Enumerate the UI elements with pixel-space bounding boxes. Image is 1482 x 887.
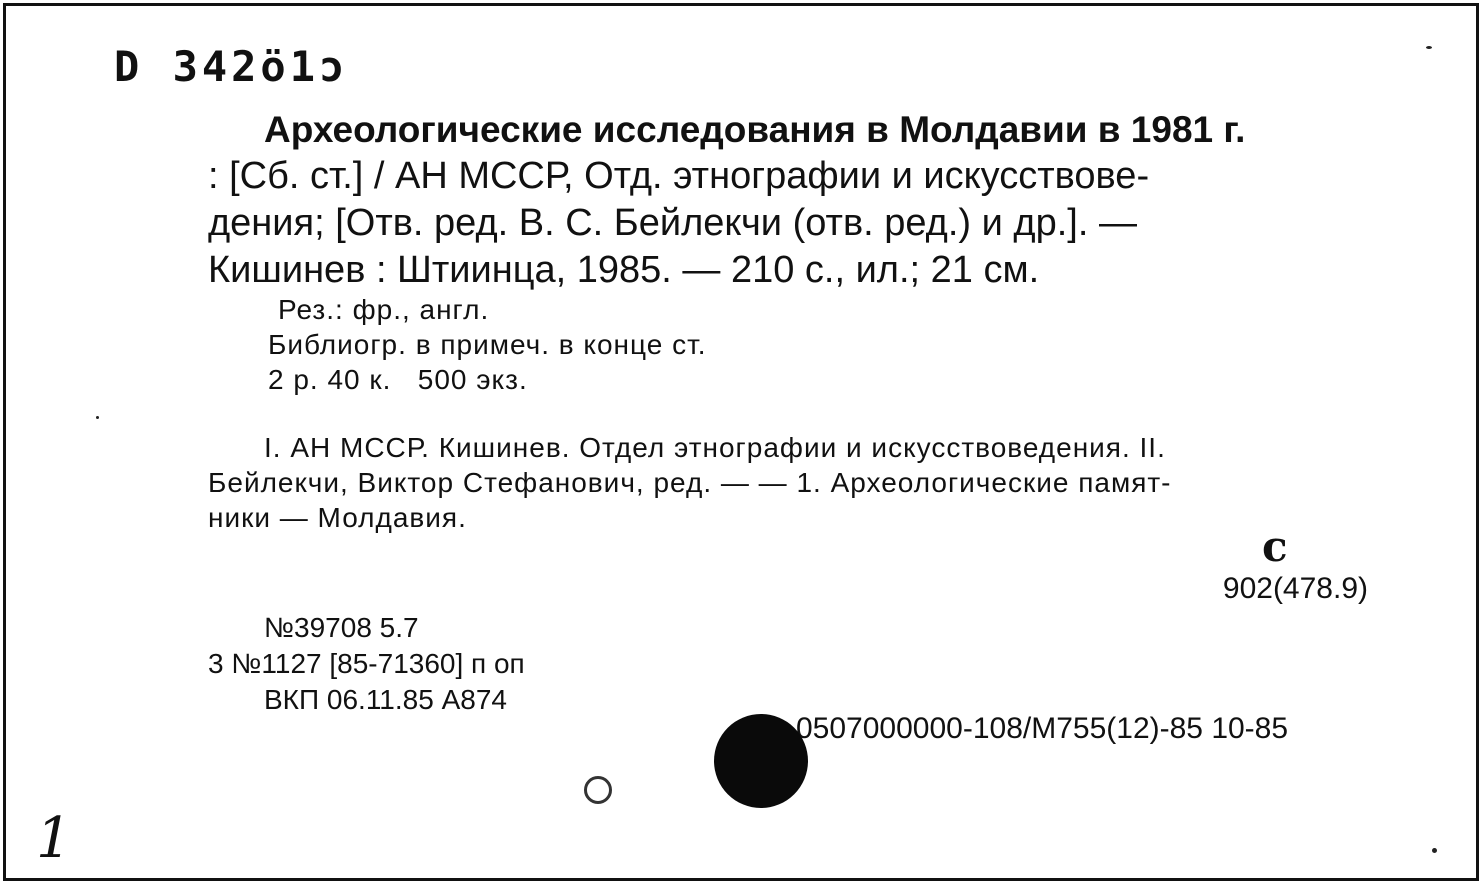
punch-hole <box>714 714 808 808</box>
tech-line-2: 3 №1127 [85-71360] п оп <box>208 648 525 679</box>
handwritten-c-mark: с <box>1262 522 1288 571</box>
call-number: D 342ö1ɔ <box>114 42 349 91</box>
imprint-line-2: : [Сб. ст.] / АН МССР, Отд. этнографии и искусствове- <box>208 155 1150 197</box>
ink-speck <box>1426 46 1432 49</box>
title-line: Археологические исследования в Молдавии в 1981 г. <box>264 109 1246 150</box>
isbn-code: 0507000000-108/М755(12)-85 10-85 <box>796 712 1289 745</box>
tracings-block <box>208 430 1172 535</box>
bibliography-note: Библиогр. в примеч. в конце ст. <box>268 329 707 360</box>
ink-speck <box>1432 848 1437 853</box>
main-entry <box>208 106 1376 294</box>
handwritten-number: 1 <box>36 806 72 871</box>
ink-speck <box>96 416 99 419</box>
notes-block <box>268 292 707 397</box>
imprint-line-4: Кишинев : Штиинца, 1985. — 210 с., ил.; 21 см. <box>208 249 1040 291</box>
summary-note: Рез.: фр., англ. <box>278 294 490 325</box>
ink-speck <box>584 776 612 804</box>
catalog-card <box>3 3 1479 881</box>
udc-code: 902(478.9) <box>1222 572 1368 605</box>
tech-line-1: №39708 5.7 <box>264 612 419 643</box>
tech-line-3: ВКП 06.11.85 А874 <box>264 684 507 715</box>
imprint-line-3: дения; [Отв. ред. В. С. Бейлекчи (отв. ред.) и др.]. — <box>208 202 1137 244</box>
technical-block <box>208 610 525 718</box>
tracing-line-3: ники — Молдавия. <box>208 502 467 533</box>
price-note: 2 р. 40 к. 500 экз. <box>268 364 528 395</box>
tracing-line-1: I. АН МССР. Кишинев. Отдел этнографии и искусствоведения. II. <box>264 432 1166 463</box>
tracing-line-2: Бейлекчи, Виктор Стефанович, ред. — — 1. Археологические памят- <box>208 467 1172 498</box>
